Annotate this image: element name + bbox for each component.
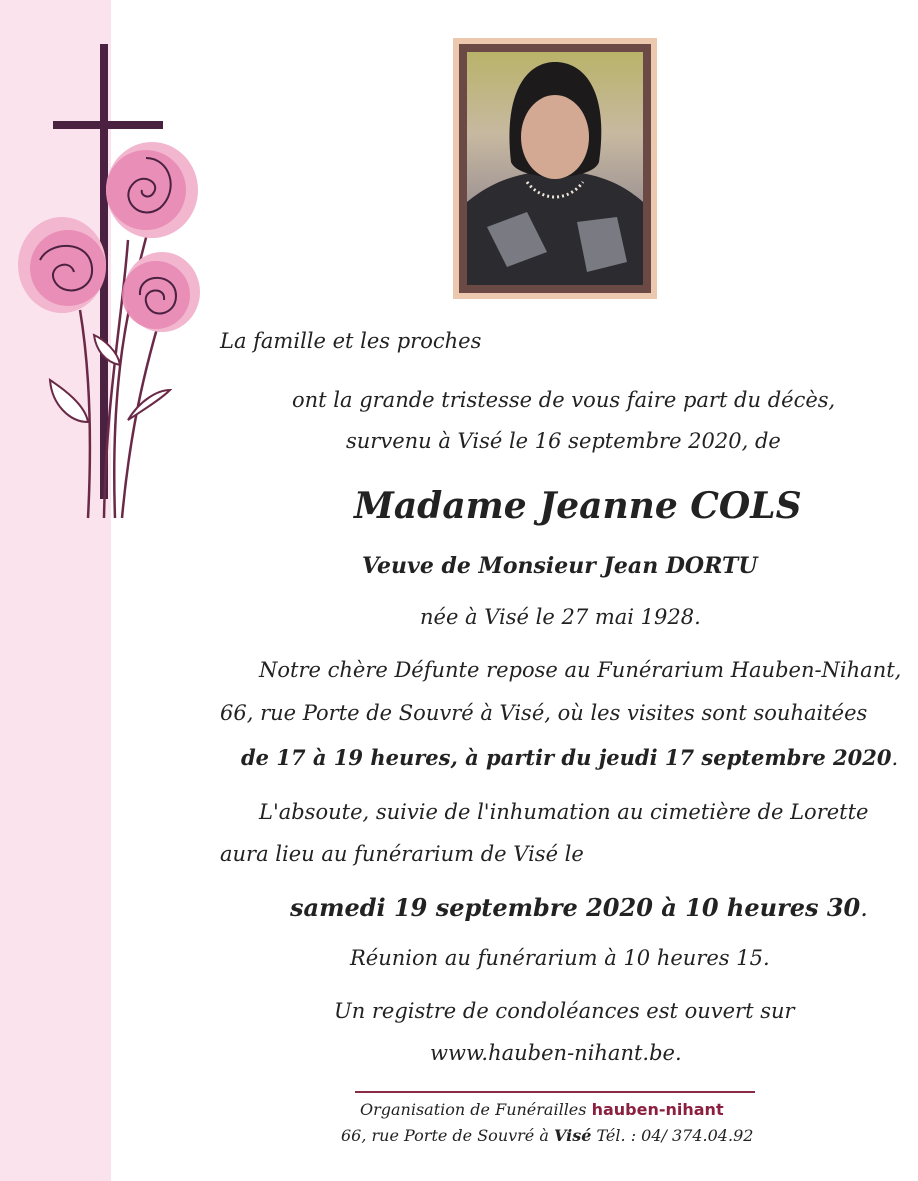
footer-address — [341, 1128, 753, 1144]
visits-hours: de 17 à 19 heures, à partir du jeudi 17 septembre 2020. — [241, 745, 899, 770]
rest-line-1: Notre chère Défunte repose au Funérarium Hauben-Nihant, — [259, 658, 902, 682]
announcement-line-1: ont la grande tristesse de vous faire part du décès, — [292, 388, 836, 412]
brand-logo: hauben-nihant — [591, 1100, 724, 1119]
ceremony-date-text: samedi 19 septembre 2020 à 10 heures 30 — [290, 893, 861, 922]
rose-icon — [18, 217, 106, 313]
absolution-line-2: aura lieu au funérarium de Visé le — [220, 842, 584, 866]
meeting-info: Réunion au funérarium à 10 heures 15. — [350, 946, 770, 970]
footer-divider — [355, 1091, 755, 1093]
portrait-frame — [453, 38, 657, 299]
deceased-name: Madame Jeanne COLS — [354, 485, 802, 527]
cross-roses-decoration — [10, 40, 210, 530]
footer-org-prefix: Organisation de Funérailles — [360, 1100, 587, 1119]
absolution-line-1: L'absoute, suivie de l'inhumation au cimetière de Lorette — [259, 800, 869, 824]
footer-organisation — [360, 1102, 724, 1118]
widow-of: Veuve de Monsieur Jean DORTU — [362, 553, 758, 579]
footer-address-city: Visé — [554, 1126, 592, 1145]
rest-line-2: 66, rue Porte de Souvré à Visé, où les visites sont souhaitées — [220, 701, 868, 725]
rose-icon — [122, 252, 200, 332]
visits-hours-text: de 17 à 19 heures, à partir du jeudi 17 septembre 2020 — [241, 745, 892, 770]
portrait-photo — [467, 52, 643, 285]
register-line-1: Un registre de condoléances est ouvert sur — [334, 999, 795, 1023]
ceremony-date: samedi 19 septembre 2020 à 10 heures 30. — [290, 893, 868, 922]
birth-info: née à Visé le 27 mai 1928. — [420, 605, 701, 629]
footer-phone: Tél. : 04/ 374.04.92 — [596, 1126, 754, 1145]
footer-address-prefix: 66, rue Porte de Souvré à — [341, 1126, 549, 1145]
intro-text: La famille et les proches — [220, 329, 482, 353]
announcement-line-2: survenu à Visé le 16 septembre 2020, de — [346, 429, 781, 453]
register-website: www.hauben-nihant.be. — [430, 1041, 682, 1065]
rose-icon — [106, 142, 198, 238]
